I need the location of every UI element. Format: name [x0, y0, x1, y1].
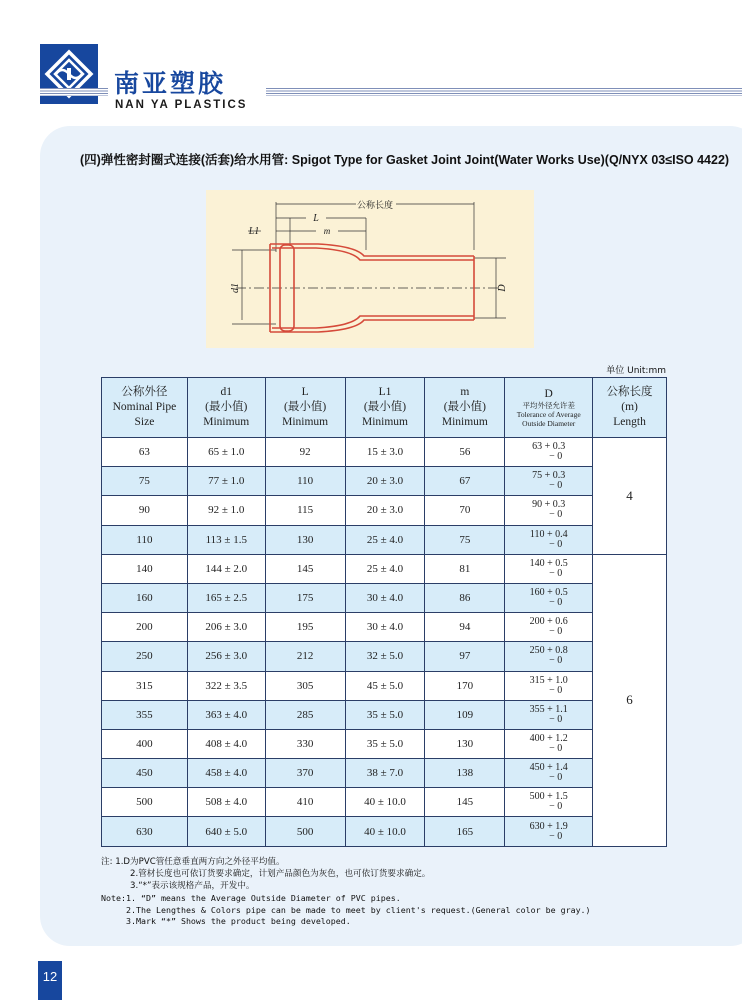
- header-length: 公称长度 (m) Length: [593, 378, 667, 438]
- header-m: m (最小值) Minimum: [425, 378, 505, 438]
- brand-name-cn: 南亚塑胶: [114, 69, 227, 98]
- table-row: 200 206 ± 3.0 195 30 ± 4.0 94 200 + 0.6 − 0: [102, 613, 667, 642]
- header-size: 公称外径 Nominal Pipe Size: [102, 378, 188, 438]
- note-en-3: 3.Mark “*” Shows the product being developed.: [126, 916, 351, 926]
- page-number: 12: [38, 961, 62, 1000]
- table-row: 110 113 ± 1.5 130 25 ± 4.0 75 110 + 0.4 − 0: [102, 525, 667, 554]
- table-row: 90 92 ± 1.0 115 20 ± 3.0 70 90 + 0.3 − 0: [102, 496, 667, 525]
- table-header-row: [102, 378, 667, 438]
- table-row: 315 322 ± 3.5 305 45 ± 5.0 170 315 + 1.0 − 0: [102, 671, 667, 700]
- note-en-1: Note:1. “D” means the Average Outside Diameter of PVC pipes.: [101, 893, 401, 903]
- spec-table: [101, 377, 667, 847]
- header-L: L (最小值) Minimum: [265, 378, 345, 438]
- note-cn-2: 2.管材长度也可依订货要求确定，计划产品颜色为灰色，也可依订货要求确定。: [130, 869, 431, 879]
- brand-name-en: NAN YA PLASTICS: [115, 99, 248, 111]
- table-row: 355 363 ± 4.0 285 35 ± 5.0 109 355 + 1.1 − 0: [102, 700, 667, 729]
- pipe-drawing: [206, 190, 534, 348]
- table-row: 500 508 ± 4.0 410 40 ± 10.0 145 500 + 1.5 − 0: [102, 788, 667, 817]
- length-group-4: 4: [593, 438, 667, 555]
- table-row: 400 408 ± 4.0 330 35 ± 5.0 130 400 + 1.2 − 0: [102, 729, 667, 758]
- header-D: D 平均外径允许差 Tolerance of Average Outside Diameter: [505, 378, 593, 438]
- length-group-6: 6: [593, 554, 667, 846]
- notes-chinese: [101, 856, 430, 892]
- table-row: 140 144 ± 2.0 145 25 ± 4.0 81 140 + 0.5 − 0 6: [102, 554, 667, 583]
- section-title: (四)弹性密封圈式连接(活套)给水用管: Spigot Type for Gasket Joint Joint(Water Works Use)(Q/NYX 03≤ISO 4422): [80, 153, 730, 167]
- table-row: 63 65 ± 1.0 92 15 ± 3.0 56 63 + 0.3 − 0 4: [102, 438, 667, 467]
- header-L1: L1 (最小值) Minimum: [345, 378, 425, 438]
- label-nominal-length: 公称长度: [356, 201, 394, 211]
- label-L: L: [313, 213, 319, 224]
- label-L1: L1: [248, 226, 260, 237]
- table-row: 630 640 ± 5.0 500 40 ± 10.0 165 630 + 1.9 − 0: [102, 817, 667, 846]
- label-D: D: [497, 284, 508, 292]
- notes-english: [101, 893, 591, 928]
- note-cn-3: 3.“*”表示该规格产品，开发中。: [130, 881, 255, 891]
- header-d1: d1 (最小值) Minimum: [187, 378, 265, 438]
- table-row: 75 77 ± 1.0 110 20 ± 3.0 67 75 + 0.3 − 0: [102, 467, 667, 496]
- table-row: 450 458 ± 4.0 370 38 ± 7.0 138 450 + 1.4 − 0: [102, 759, 667, 788]
- unit-label: 单位 Unit:mm: [606, 366, 666, 376]
- label-d1: d1: [230, 283, 241, 293]
- table-row: 160 165 ± 2.5 175 30 ± 4.0 86 160 + 0.5 − 0: [102, 583, 667, 612]
- table-row: 250 256 ± 3.0 212 32 ± 5.0 97 250 + 0.8 − 0: [102, 642, 667, 671]
- note-en-2: 2.The Lengthes & Colors pipe can be made to meet by client's request.(General color be gray.): [126, 904, 591, 915]
- note-cn-1: 注: 1.D为PVC管任意垂直两方向之外径平均值。: [101, 857, 285, 867]
- label-m: m: [323, 226, 331, 236]
